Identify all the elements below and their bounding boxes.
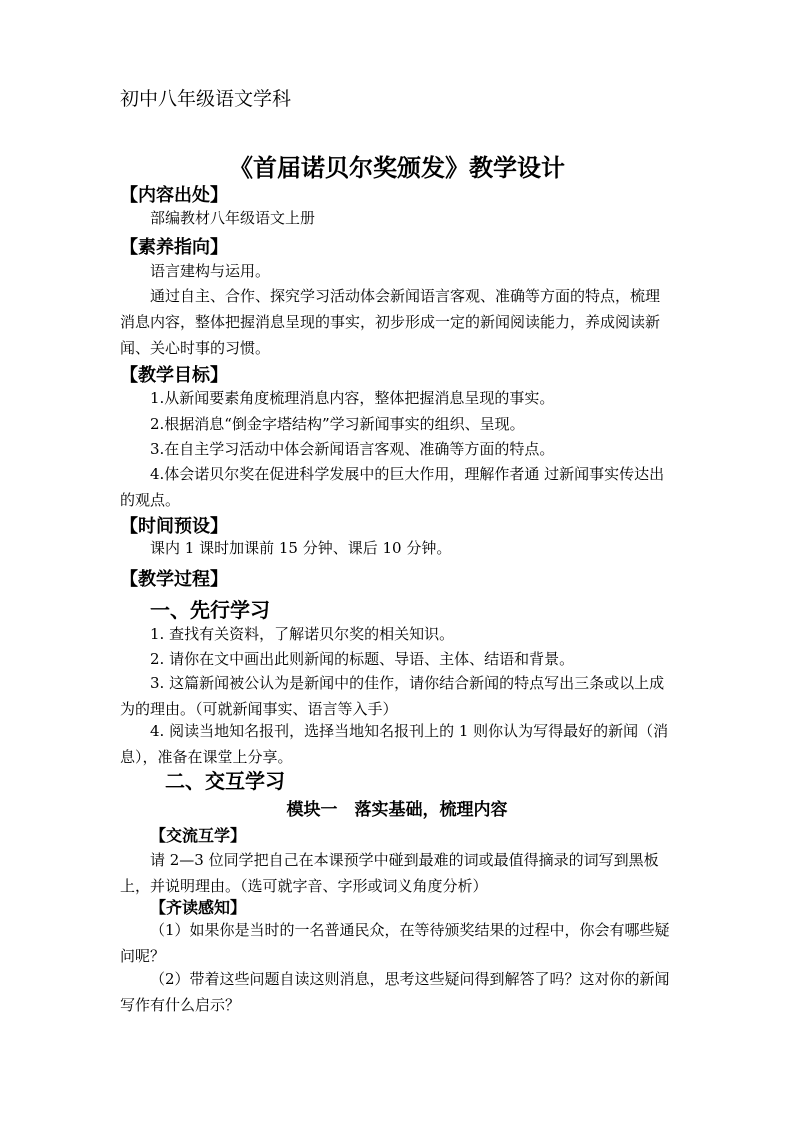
section-heading-process: 【教学过程】 — [120, 569, 228, 590]
subheading-exchange: 【交流互学】 — [150, 826, 247, 845]
exchange-text: 请 2—3 位同学把自己在本课预学中碰到最难的词或最值得摘录的词写到黑板上，并说明理由。（选可就字音、字形或词义角度分析） — [120, 851, 659, 895]
section-heading-time: 【时间预设】 — [120, 516, 228, 537]
goal-item: 2.根据消息“倒金字塔结构”学习新闻事实的组织、呈现。 — [150, 415, 525, 433]
part-heading-pre-learning: 一、先行学习 — [150, 598, 270, 622]
pre-learning-item: 3. 这篇新闻被公认为是新闻中的佳作，请你结合新闻的特点写出三条或以上成为的理由。（可就新闻事实、语言等入手） — [120, 674, 665, 718]
document-title: 《首届诺贝尔奖颁发》教学设计 — [229, 153, 565, 182]
goal-item: 4.体会诺贝尔奖在促进科学发展中的巨大作用，理解作者通 过新闻事实传达出的观点。 — [120, 465, 665, 509]
literacy-para-2: 通过自主、合作、探究学习活动体会新闻语言客观、准确等方面的特点，梳理消息内容，整体把握消息呈现的事实，初步形成一定的新闻阅读能力，养成阅读新闻、关心时事的习惯。 — [120, 287, 661, 357]
document-header: 初中八年级语文学科 — [120, 88, 292, 110]
goal-item: 1.从新闻要素角度梳理消息内容，整体把握消息呈现的事实。 — [150, 389, 555, 407]
reading-question: （2）带着这些问题自读这则消息，思考这些疑问得到解答了吗？这对你的新闻写作有什么启示？ — [120, 970, 670, 1014]
subheading-reading: 【齐读感知】 — [150, 898, 247, 917]
section-heading-literacy: 【素养指向】 — [120, 237, 228, 258]
section-heading-goals: 【教学目标】 — [120, 365, 228, 386]
source-text: 部编教材八年级语文上册 — [150, 209, 316, 227]
part-heading-interactive: 二、交互学习 — [165, 769, 285, 793]
literacy-para-1: 语言建构与运用。 — [150, 262, 271, 280]
section-heading-source: 【内容出处】 — [120, 185, 228, 206]
time-text: 课内 1 课时加课前 15 分钟、课后 10 分钟。 — [150, 539, 452, 557]
pre-learning-item: 1. 查找有关资料，了解诺贝尔奖的相关知识。 — [150, 625, 455, 643]
reading-question: （1）如果你是当时的一名普通民众，在等待颁奖结果的过程中，你会有哪些疑问呢？ — [120, 921, 670, 965]
goal-item: 3.在自主学习活动中体会新闻语言客观、准确等方面的特点。 — [150, 440, 555, 458]
module-heading: 模块一 落实基础，梳理内容 — [286, 800, 508, 820]
pre-learning-item: 2. 请你在文中画出此则新闻的标题、导语、主体、结语和背景。 — [150, 650, 575, 668]
pre-learning-item: 4. 阅读当地知名报刊，选择当地知名报刊上的 1 则你认为写得最好的新闻（消息），准备在课堂上分享。 — [120, 722, 669, 766]
